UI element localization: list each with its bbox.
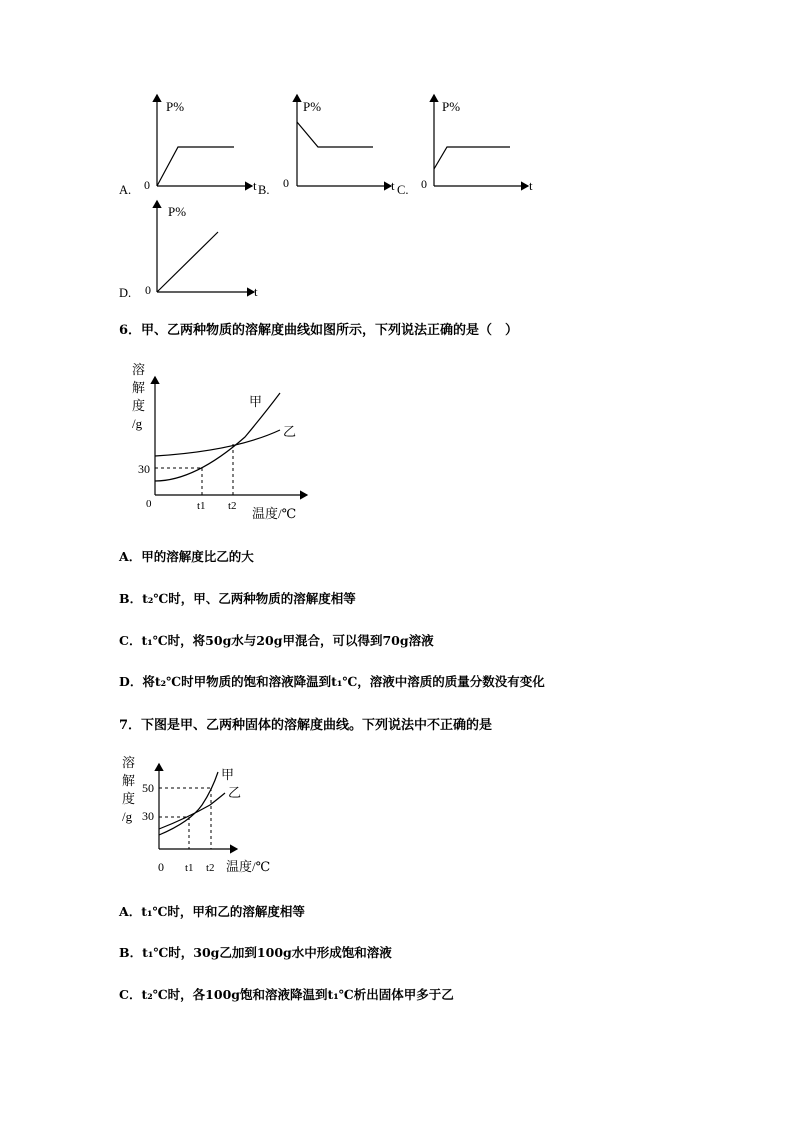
- q7-ylabel-2: 解: [122, 773, 136, 788]
- option-a-graph: [144, 95, 257, 193]
- q7-series-yi: 乙: [228, 785, 242, 800]
- q6-xlabel: 温度/℃: [252, 506, 297, 521]
- q6-series-jia: 甲: [249, 394, 263, 409]
- option-graphs-row: [110, 90, 560, 200]
- option-a-ylabel: P%: [166, 99, 185, 114]
- option-b-origin: 0: [283, 176, 289, 190]
- option-c-letter: C.: [397, 183, 409, 197]
- q7-xtick-t1: t1: [185, 862, 194, 874]
- option-d-ylabel: P%: [168, 204, 187, 219]
- q7-series-jia: 甲: [221, 767, 235, 782]
- q7-ylabel-3: 度: [122, 791, 136, 806]
- q6-solubility-graph: [125, 355, 325, 525]
- option-a-xlabel: t: [253, 178, 257, 193]
- q6-option-d[interactable]: D．将t₂℃时甲物质的饱和溶液降温到t₁℃，溶液中溶质的质量分数没有变化: [119, 674, 545, 689]
- q6-xtick-t2: t2: [228, 500, 237, 512]
- q6-curve-yi: [155, 430, 280, 456]
- q7-ytick-50: 50: [142, 781, 154, 795]
- q6-series-yi: 乙: [283, 424, 297, 439]
- q7-option-a[interactable]: A．t₁℃时，甲和乙的溶解度相等: [119, 904, 305, 919]
- q7-ytick-30: 30: [142, 809, 154, 823]
- q7-origin: 0: [158, 860, 164, 874]
- q6-ylabel-3: 度: [132, 398, 146, 413]
- option-c-ylabel: P%: [442, 99, 461, 114]
- q6-stem: 6．甲、乙两种物质的溶解度曲线如图所示，下列说法正确的是（ ）: [119, 323, 519, 338]
- q6-ylabel-2: 解: [132, 380, 146, 395]
- option-d-letter: D.: [119, 286, 132, 300]
- option-a-origin: 0: [144, 178, 150, 192]
- q6-xtick-t1: t1: [197, 500, 206, 512]
- q6-option-c[interactable]: C．t₁℃时，将50g水与20g甲混合，可以得到70g溶液: [119, 633, 434, 648]
- q6-ytick-30: 30: [138, 462, 150, 476]
- q6-origin: 0: [146, 498, 152, 510]
- option-a-letter: A.: [119, 183, 132, 197]
- q6-option-b[interactable]: B．t₂℃时，甲、乙两种物质的溶解度相等: [119, 591, 356, 606]
- option-c-origin: 0: [421, 177, 427, 191]
- option-d-xlabel: t: [254, 284, 258, 299]
- q7-ylabel-4: /g: [122, 809, 133, 824]
- q6-ylabel-4: /g: [132, 416, 143, 431]
- q7-curve-yi: [159, 793, 225, 829]
- option-b-xlabel: t: [391, 178, 395, 193]
- option-b-graph: [283, 95, 395, 193]
- q7-xlabel: 温度/℃: [226, 859, 271, 874]
- q7-stem: 7．下图是甲、乙两种固体的溶解度曲线。下列说法中不正确的是: [119, 718, 493, 733]
- option-d-origin: 0: [145, 283, 151, 297]
- option-c-graph: [421, 95, 533, 193]
- q6-ylabel-1: 溶: [132, 362, 146, 377]
- q7-option-b[interactable]: B．t₁℃时，30g乙加到100g水中形成饱和溶液: [119, 945, 392, 960]
- option-b-letter: B.: [258, 183, 270, 197]
- q7-solubility-graph: [115, 750, 285, 880]
- q7-xtick-t2: t2: [206, 862, 215, 874]
- q7-option-c[interactable]: C．t₂℃时，各100g饱和溶液降温到t₁℃析出固体甲多于乙: [119, 987, 454, 1002]
- option-b-ylabel: P%: [303, 99, 322, 114]
- q7-ylabel-1: 溶: [122, 755, 136, 770]
- q6-option-a[interactable]: A．甲的溶解度比乙的大: [119, 549, 254, 564]
- option-c-xlabel: t: [529, 178, 533, 193]
- option-d-graph: [140, 195, 280, 300]
